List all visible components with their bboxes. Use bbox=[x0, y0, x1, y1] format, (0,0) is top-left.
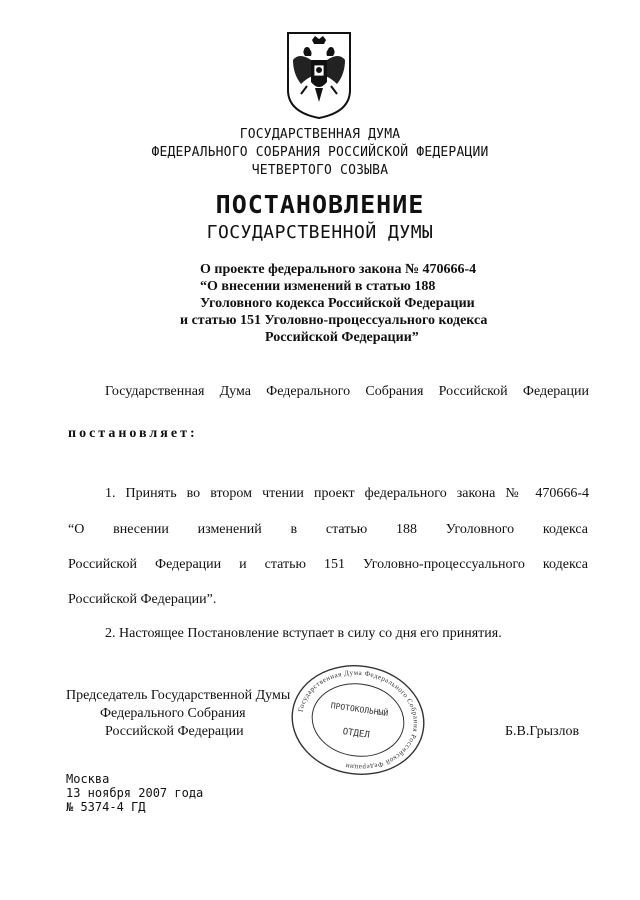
subject-line-3: Уголовного кодекса Российской Федерации bbox=[200, 296, 475, 311]
signatory-position-line-1: Председатель Государственной Думы bbox=[66, 688, 291, 703]
org-line-3: ЧЕТВЕРТОГО СОЗЫВА bbox=[251, 163, 389, 178]
document-subtitle: ГОСУДАРСТВЕННОЙ ДУМЫ bbox=[206, 222, 434, 243]
stamp-center-top: ПРОТОКОЛЬНЫЙ bbox=[330, 701, 389, 719]
subject-line-5: Российской Федерации” bbox=[265, 330, 419, 345]
footer-city: Москва bbox=[66, 772, 110, 786]
signatory-position-line-3: Российской Федерации bbox=[105, 724, 244, 739]
subject-line-1: О проекте федерального закона № 470666-4 bbox=[200, 262, 477, 277]
subject-line-2: “О внесении изменений в статью 188 bbox=[200, 279, 436, 294]
stamp-center-bottom: ОТДЕЛ bbox=[341, 727, 371, 741]
coat-of-arms-icon bbox=[285, 30, 353, 120]
subject-line-4: и статью 151 Уголовно-процессуального кодекса bbox=[180, 313, 488, 328]
org-line-1: ГОСУДАРСТВЕННАЯ ДУМА bbox=[239, 127, 401, 142]
stamp-ring-text: Государственная Дума Федерального Собрания Российской Федерации bbox=[296, 668, 420, 772]
item-1-line-1: 1. Принять во втором чтении проект федерального закона № 470666-4 bbox=[105, 486, 589, 501]
item-1-line-3: Российской Федерации и статью 151 Уголовно-процессуального кодекса bbox=[68, 557, 588, 572]
svg-text:Государственная Дума Федеральн bbox=[289, 661, 426, 779]
item-2: 2. Настоящее Постановление вступает в силу со дня его принятия. bbox=[105, 626, 502, 641]
signatory-position-line-2: Федерального Собрания bbox=[100, 706, 246, 721]
seal-stamp bbox=[288, 660, 428, 780]
signatory-name: Б.В.Грызлов bbox=[505, 724, 580, 739]
item-1-line-4: Российской Федерации”. bbox=[68, 592, 217, 607]
decree-word: постановляет: bbox=[68, 426, 198, 441]
document-title: ПОСТАНОВЛЕНИЕ bbox=[215, 190, 425, 219]
footer-number: № 5374-4 ГД bbox=[66, 800, 146, 814]
item-1-line-2: “О внесении изменений в статью 188 Уголовного кодекса bbox=[68, 522, 588, 537]
org-line-2: ФЕДЕРАЛЬНОГО СОБРАНИЯ РОССИЙСКОЙ ФЕДЕРАЦИИ bbox=[151, 145, 489, 160]
footer-date: 13 ноября 2007 года bbox=[66, 786, 204, 800]
preamble: Государственная Дума Федерального Собрания Российской Федерации bbox=[105, 384, 589, 399]
